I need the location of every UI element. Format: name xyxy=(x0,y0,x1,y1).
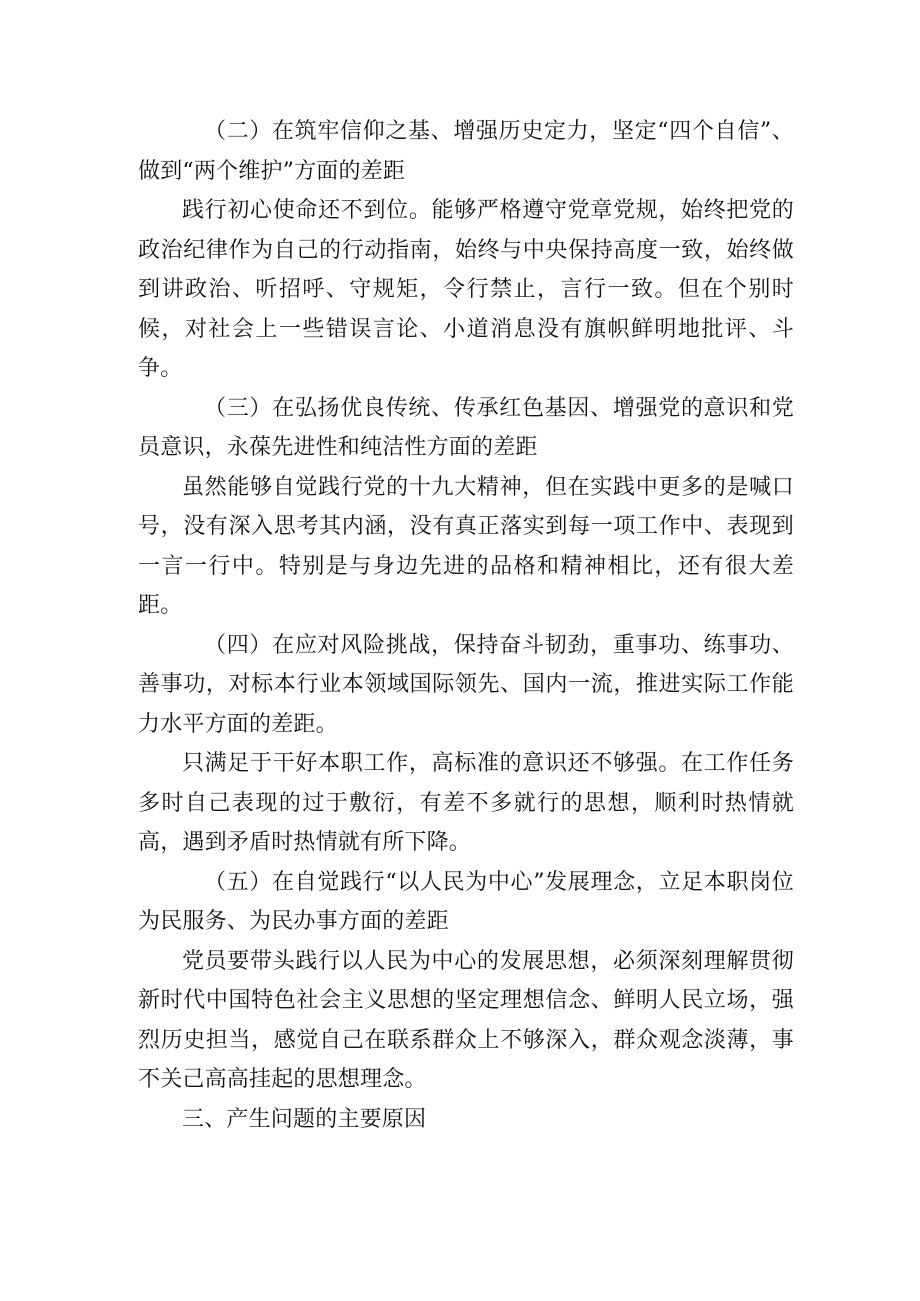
body-paragraph-3: 虽然能够自觉践行党的十九大精神，但在实践中更多的是喊口号，没有深入思考其内涵，没有真正落实到每一项工作中、表现到一言一行中。特别是与身边先进的品格和精神相比，还有很大差距。 xyxy=(138,474,794,618)
body-paragraph-4: 只满足于干好本职工作，高标准的意识还不够强。在工作任务多时自己表现的过于敷衍，有差不多就行的思想，顺利时热情就高，遇到矛盾时热情就有所下降。 xyxy=(138,751,794,855)
body-paragraph-2: 践行初心使命还不到位。能够严格遵守党章党规，始终把党的政治纪律作为自己的行动指南，始终与中央保持高度一致，始终做到讲政治、听招呼、守规矩，令行禁止，言行一致。但在个别时候，对社会上一些错误言论、小道消息没有旗帜鲜明地批评、斗争。 xyxy=(138,198,794,381)
body-paragraph-5: 党员要带头践行以人民为中心的发展思想，必须深刻理解贯彻新时代中国特色社会主义思想的坚定理想信念、鲜明人民立场，强烈历史担当，感觉自己在联系群众上不够深入，群众观念淡薄，事不关己高高挂起的思想理念。 xyxy=(138,948,794,1092)
subheading-5: （五）在自觉践行“以人民为中心”发展理念，立足本职岗位为民服务、为民办事方面的差距 xyxy=(138,869,794,934)
section-heading-3: 三、产生问题的主要原因 xyxy=(182,1106,427,1132)
subheading-4: （四）在应对风险挑战，保持奋斗韧劲，重事功、练事功、善事功，对标本行业本领域国际领先、国内一流，推进实际工作能力水平方面的差距。 xyxy=(138,632,794,737)
subheading-2: （二）在筑牢信仰之基、增强历史定力，坚定“四个自信”、做到“两个维护”方面的差距 xyxy=(138,119,794,184)
subheading-3: （三）在弘扬优良传统、传承红色基因、增强党的意识和党员意识，永葆先进性和纯洁性方面的差距 xyxy=(138,395,794,460)
document-body xyxy=(138,112,794,1139)
